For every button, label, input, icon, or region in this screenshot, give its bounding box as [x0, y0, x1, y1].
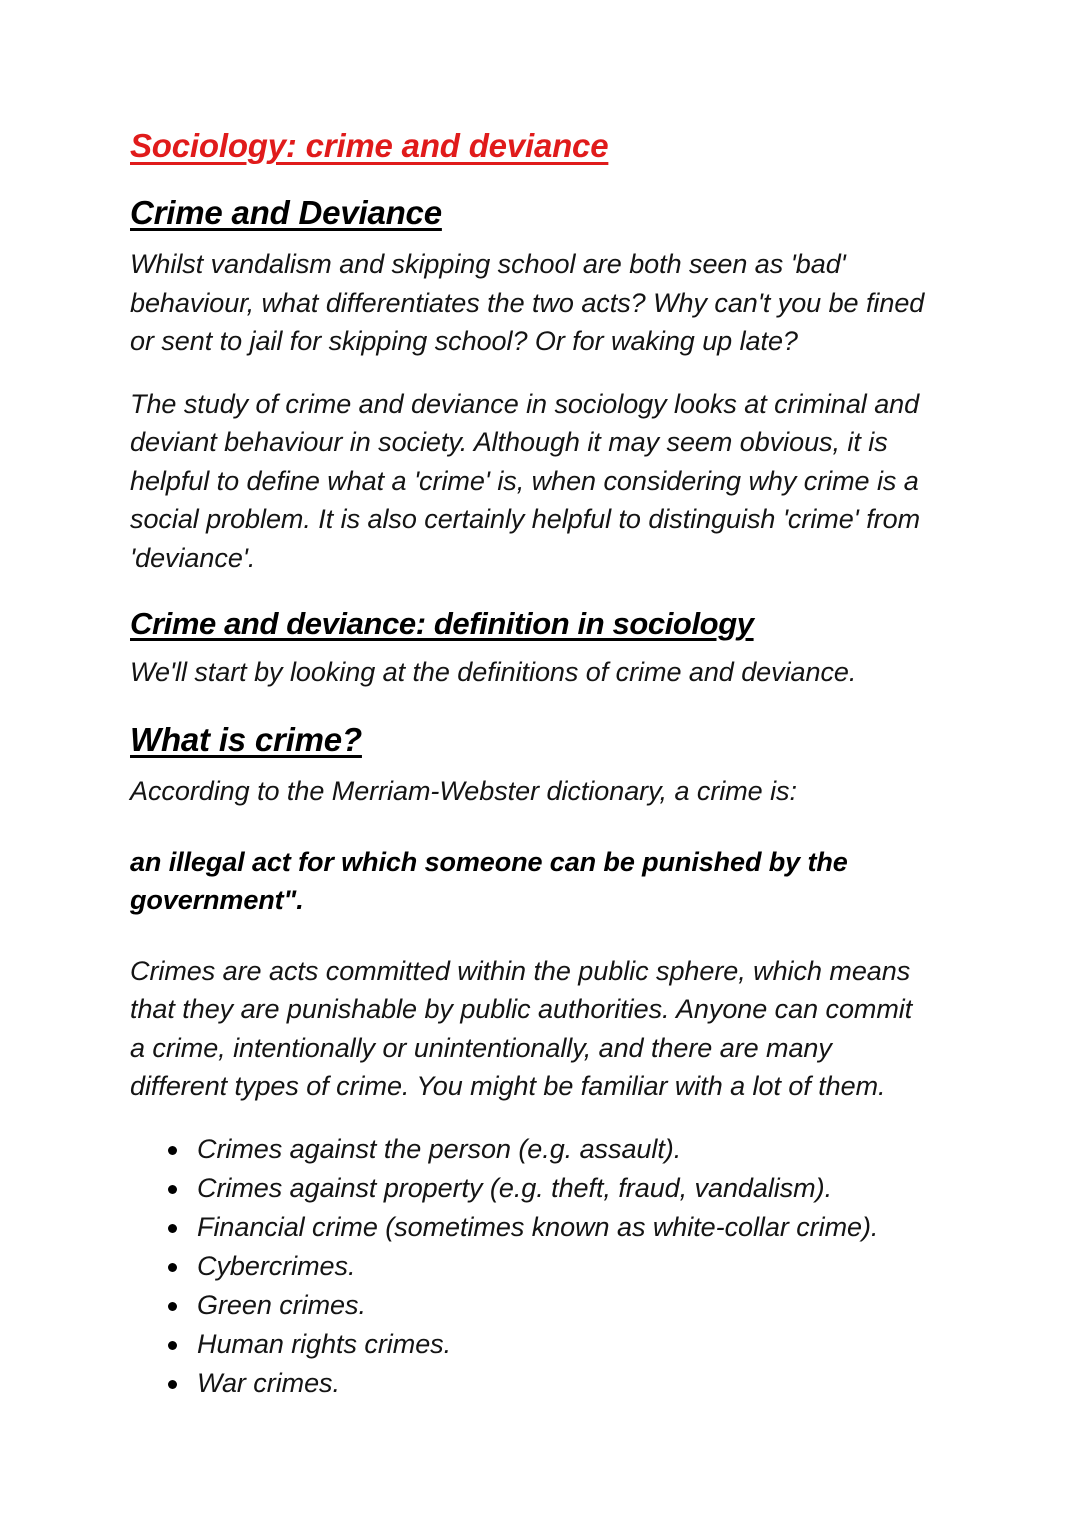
bullet-icon: [168, 1341, 177, 1350]
list-item-label: Green crimes.: [197, 1289, 366, 1320]
list-item: [130, 1208, 930, 1247]
crime-types-list: [130, 1130, 930, 1403]
bullet-icon: [168, 1302, 177, 1311]
quote-spacer: [130, 835, 930, 843]
list-item-label: Financial crime (sometimes known as white-collar crime).: [197, 1211, 879, 1242]
post-quote-spacer: [130, 944, 930, 952]
list-item: [130, 1247, 930, 1286]
list-item-label: Human rights crimes.: [197, 1328, 452, 1359]
list-item-label: Crimes against the person (e.g. assault).: [197, 1133, 682, 1164]
list-item: [130, 1364, 930, 1403]
list-item: [130, 1169, 930, 1208]
list-item: [130, 1130, 930, 1169]
list-item: [130, 1286, 930, 1325]
list-item: [130, 1325, 930, 1364]
heading-definition-in-sociology: Crime and deviance: definition in sociology: [130, 606, 754, 642]
paragraph-merriam-webster-lead: According to the Merriam-Webster dictionary, a crime is:: [130, 776, 797, 807]
bullet-icon: [168, 1185, 177, 1194]
paragraph-definitions-lead: We'll start by looking at the definitions of crime and deviance.: [130, 657, 857, 688]
list-item-label: Cybercrimes.: [197, 1250, 356, 1281]
bullet-icon: [168, 1146, 177, 1155]
bullet-icon: [168, 1224, 177, 1233]
list-item-label: Crimes against property (e.g. theft, fraud, vandalism).: [197, 1172, 833, 1203]
list-item-label: War crimes.: [197, 1367, 340, 1398]
paragraph-intro-question: Whilst vandalism and skipping school are both seen as 'bad' behaviour, what differentiates the two acts? Why can't you be fined or sent to jail for skipping school? Or for waking up late?: [130, 249, 925, 357]
heading-crime-and-deviance: Crime and Deviance: [130, 193, 442, 231]
heading-what-is-crime: What is crime?: [130, 720, 362, 758]
paragraph-crimes-public-sphere: Crimes are acts committed within the public sphere, which means that they are punishable by public authorities. Anyone can commit a crime, intentionally or unintentionally, and there are many different types of crime. You might be familiar with a lot of them.: [130, 955, 913, 1102]
bullet-icon: [168, 1380, 177, 1389]
bullet-icon: [168, 1263, 177, 1272]
page-title: Sociology: crime and deviance: [130, 127, 609, 164]
paragraph-study-of-crime: The study of crime and deviance in sociology looks at criminal and deviant behaviour in society. Although it may seem obvious, it is helpful to define what a 'crime' is, when considering why crime is a social problem. It is also certainly helpful to distinguish 'crime' from 'deviance'.: [130, 388, 921, 573]
blockquote-crime-definition: an illegal act for which someone can be punished by the government".: [130, 846, 848, 916]
